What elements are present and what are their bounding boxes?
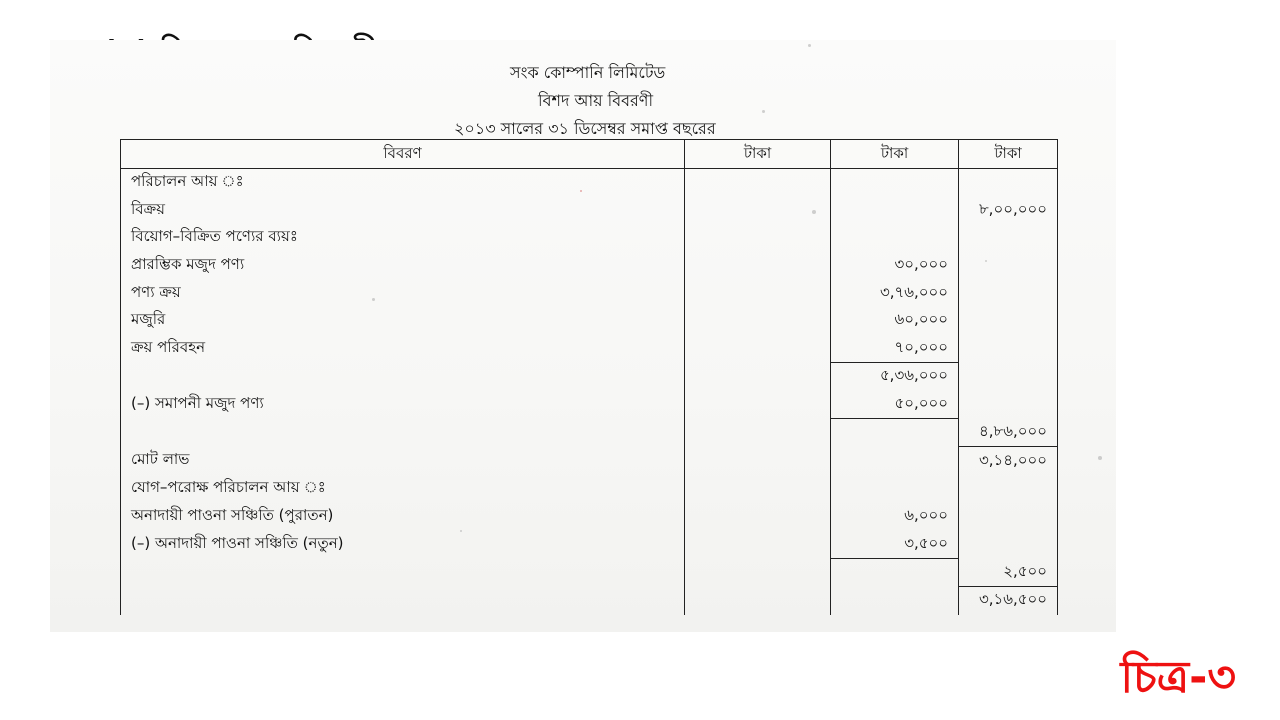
row-label: (–) সমাপনী মজুদ পণ্য <box>121 391 685 419</box>
row-value-col2 <box>831 447 959 475</box>
table-row <box>121 530 1058 558</box>
scanned-document <box>50 40 1116 632</box>
row-value-col2 <box>831 419 959 447</box>
row-label: পণ্য ক্রয় <box>121 279 685 307</box>
row-label: বিক্রয় <box>121 197 685 225</box>
row-label <box>121 586 685 614</box>
table-row <box>121 391 1058 419</box>
row-value-col1 <box>685 475 831 503</box>
row-label: ক্রয় পরিবহন <box>121 335 685 363</box>
row-label: মোট লাভ <box>121 447 685 475</box>
row-value-col1 <box>685 503 831 531</box>
table-row <box>121 586 1058 614</box>
row-value-col1 <box>685 363 831 391</box>
column-header-taka-2: টাকা <box>831 140 959 169</box>
row-value-col1 <box>685 224 831 252</box>
row-value-col1 <box>685 419 831 447</box>
column-header-taka-3: টাকা <box>959 140 1058 169</box>
column-header-taka-1: টাকা <box>685 140 831 169</box>
row-value-col3 <box>959 503 1058 531</box>
row-value-col1 <box>685 252 831 280</box>
row-label <box>121 363 685 391</box>
row-value-col1 <box>685 558 831 586</box>
table-row <box>121 419 1058 447</box>
row-value-col3 <box>959 224 1058 252</box>
table-row <box>121 363 1058 391</box>
row-value-col3 <box>959 335 1058 363</box>
table-row <box>121 503 1058 531</box>
statement-period: ২০১৩ সালের ৩১ ডিসেম্বর সমাপ্ত বছরের <box>454 119 716 138</box>
row-value-col3 <box>959 252 1058 280</box>
row-value-col1 <box>685 391 831 419</box>
statement-title: বিশদ আয় বিবরণী <box>538 91 654 110</box>
table-row <box>121 197 1058 225</box>
table-row <box>121 169 1058 197</box>
row-label <box>121 558 685 586</box>
row-value-col1 <box>685 335 831 363</box>
scan-speck <box>1098 456 1102 460</box>
row-value-col2 <box>831 197 959 225</box>
row-value-col2: ৩,৫০০ <box>831 530 959 558</box>
row-value-col3 <box>959 363 1058 391</box>
row-label: অনাদায়ী পাওনা সঞ্চিতি (পুরাতন) <box>121 503 685 531</box>
row-value-col3 <box>959 530 1058 558</box>
row-value-col3 <box>959 475 1058 503</box>
table-row <box>121 224 1058 252</box>
row-value-col1 <box>685 586 831 614</box>
row-label <box>121 419 685 447</box>
row-value-col3: ৮,০০,০০০ <box>959 197 1058 225</box>
row-value-col3 <box>959 307 1058 335</box>
row-value-col2: ৫,৩৬,০০০ <box>831 363 959 391</box>
row-value-col2 <box>831 586 959 614</box>
row-value-col2: ৬,০০০ <box>831 503 959 531</box>
table-row <box>121 558 1058 586</box>
row-value-col2: ৫০,০০০ <box>831 391 959 419</box>
row-label: পরিচালন আয় ঃ <box>121 169 685 197</box>
row-value-col3: ৩,১৪,০০০ <box>959 447 1058 475</box>
row-value-col3: ৩,১৬,৫০০ <box>959 586 1058 614</box>
figure-label: চিত্র-৩ <box>1120 652 1236 703</box>
table-row <box>121 475 1058 503</box>
row-value-col1 <box>685 530 831 558</box>
table-row <box>121 447 1058 475</box>
row-value-col2: ৬০,০০০ <box>831 307 959 335</box>
table-row <box>121 252 1058 280</box>
income-statement-table <box>120 139 1058 615</box>
row-label: যোগ–পরোক্ষ পরিচালন আয় ঃ <box>121 475 685 503</box>
row-value-col3: ২,৫০০ <box>959 558 1058 586</box>
row-value-col3: ৪,৮৬,০০০ <box>959 419 1058 447</box>
row-value-col3 <box>959 169 1058 197</box>
row-value-col1 <box>685 169 831 197</box>
row-value-col2 <box>831 224 959 252</box>
row-value-col2: ৩০,০০০ <box>831 252 959 280</box>
table-row <box>121 335 1058 363</box>
scan-speck <box>762 110 765 113</box>
column-header-particulars: বিবরণ <box>121 140 685 169</box>
row-label: প্রারম্ভিক মজুদ পণ্য <box>121 252 685 280</box>
row-value-col2 <box>831 475 959 503</box>
row-value-col3 <box>959 391 1058 419</box>
row-value-col1 <box>685 447 831 475</box>
row-value-col1 <box>685 279 831 307</box>
row-value-col2 <box>831 169 959 197</box>
table-header-row <box>121 140 1058 169</box>
scan-speck <box>808 44 811 47</box>
row-value-col3 <box>959 279 1058 307</box>
row-label: মজুরি <box>121 307 685 335</box>
row-value-col1 <box>685 307 831 335</box>
row-label: (–) অনাদায়ী পাওনা সঞ্চিতি (নতুন) <box>121 530 685 558</box>
row-value-col2 <box>831 558 959 586</box>
row-label: বিয়োগ–বিক্রিত পণ্যের ব্যয়ঃ <box>121 224 685 252</box>
company-name: সংক কোম্পানি লিমিটেড <box>510 63 666 82</box>
row-value-col1 <box>685 197 831 225</box>
table-row <box>121 307 1058 335</box>
row-value-col2: ৭০,০০০ <box>831 335 959 363</box>
row-value-col2: ৩,৭৬,০০০ <box>831 279 959 307</box>
table-row <box>121 279 1058 307</box>
